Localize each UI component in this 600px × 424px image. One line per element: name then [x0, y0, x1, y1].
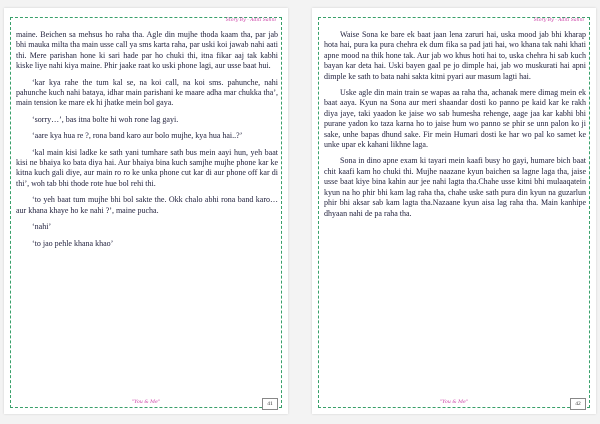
- right-page: [312, 8, 596, 414]
- page-number: 41: [262, 398, 278, 410]
- paragraph: ‘sorry…’, bas itna bolte hi woh rone lag gayi.: [32, 114, 179, 124]
- paragraph: ‘to jao pehle khana khao’: [32, 238, 114, 248]
- page-header: Story By - Aditi Sahni: [225, 18, 276, 23]
- page-body: [16, 30, 278, 255]
- page-footer: "You & Me": [131, 400, 161, 405]
- page-header: Story By - Aditi Sahni: [533, 18, 584, 23]
- paragraph: maine. Beichen sa mehsus ho raha tha. Agle din mujhe thoda kaam tha, par jab bhi mauka milta tha main usse call ya sms karta raha, par uski koi jawab nahi aati thi. Mere parishan hone ki sari hade par ho chuki thi, itna fikar aaj tak kabhi kiske liye nahi kiya maine. Phir jaake raat ko uski phone lagi, aur usse baat hui.: [16, 30, 278, 71]
- paragraph: Waise Sona ke bare ek baat jaan lena zaruri hai, uska mood jab bhi kharap hota hai, pura ka pura chehra ek dum fika sa pad jati hai, wo khana tak nahi khati apne mood na thik hone tak. Aur jab wo khus hoti hai to, uska chehra hi sab kuch bayan kar deta hai. Uski bayen gaal pe jo dimple hai, jab wo muskurati hai apni dimple ke sath to bata nahi sakta kitni pyari aur masum lagti hai.: [324, 30, 586, 81]
- page-footer: "You & Me": [439, 400, 469, 405]
- paragraph: Sona in dino apne exam ki tayari mein kaafi busy ho gayi, humare bich baat chit kaafi kam ho chuki thi. Mujhe naazane kyun baichen sa lagne laga tha, jaise usse baat kiye bina kahin aur jee nahi lagta tha.Chahe usse kitni bhi mulaaqatein kyun na ho phir bhi kam lag raha tha, chahe uske sath pura din kyun na guzarlun phir bhi aksar sab kam lagta tha.Nazaane kyun aisa lag raha tha. Main kanhipe dhyaan nahi de pa raha tha.: [324, 156, 586, 218]
- paragraph: Uske agle din main train se wapas aa raha tha, achanak mere dimag mein ek baat aaya. Kyun na Sona aur meri shaandar dosti ko panno pe kaid kar ke rakh diya jaye, taki yaadon ke jaise wo sab humesha rehenge, aage jaa kar kabhi bhi purane yadon ko taza karna ho to jaise hum wo panno se phir se unn palon ko ji sake, unhe bapas dhund sake. Fir mein Humari dosti ke har wo pal ko samet ke unke upar ek kahani likhne laga.: [324, 88, 586, 150]
- page-body: [324, 30, 586, 225]
- paragraph: ‘kar kya rahe the tum kal se, na koi call, na koi sms. pahunche, nahi pahunche kuch nahi bataya, idhar main parishani ke maare adha mar chukka tha’, main tension ke mare ek hi jhatke mein bol gaya.: [16, 77, 278, 108]
- left-page: [4, 8, 288, 414]
- page-number: 42: [570, 398, 586, 410]
- paragraph: ‘nahi’: [32, 222, 52, 232]
- paragraph: ‘to yeh baat tum mujhe bhi bol sakte the. Okk chalo abhi rona band karo… aur khana khaye ho ke nahi ?’, maine pucha.: [16, 195, 278, 215]
- paragraph: ‘aare kya hua re ?, rona band karo aur bolo mujhe, kya hua hai..?’: [32, 131, 243, 141]
- paragraph: ‘kal main kisi ladke ke sath yani tumhare sath bus mein aayi hun, yeh baat kisi ne bhaiya ko bata diya hai. Aur bhaiya bina kuch samjhe mujhe phone kar ke kitna kuch gali diye, aur main ro ro ke unka phone cut kar di aur phone off kar di thi’, woh tab bhi thode rote hue bol rehi thi.: [16, 147, 278, 188]
